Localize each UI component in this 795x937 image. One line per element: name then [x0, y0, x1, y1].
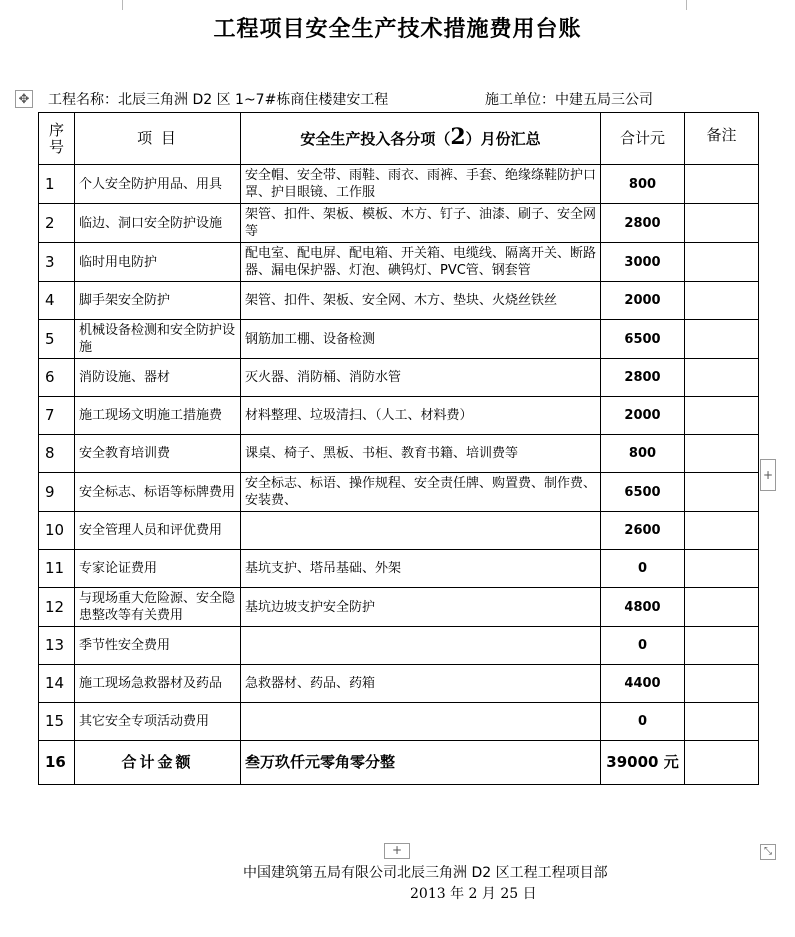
add-row-plus-icon[interactable]: +	[384, 843, 410, 859]
row-amount: 4400	[601, 665, 685, 703]
row-item: 专家论证费用	[75, 550, 241, 588]
row-no: 14	[39, 665, 75, 703]
table-row	[39, 320, 759, 359]
row-amount: 2000	[601, 282, 685, 320]
row-no: 6	[39, 359, 75, 397]
row-remark	[685, 243, 759, 282]
row-remark	[685, 703, 759, 741]
row-item: 安全标志、标语等标牌费用	[75, 473, 241, 512]
page-corner-mark-left	[112, 0, 123, 10]
table-row	[39, 550, 759, 588]
table-row	[39, 627, 759, 665]
table-row	[39, 435, 759, 473]
row-no: 3	[39, 243, 75, 282]
table-move-icon[interactable]: ✥	[15, 90, 33, 108]
row-no: 12	[39, 588, 75, 627]
row-amount: 800	[601, 165, 685, 204]
row-item: 安全教育培训费	[75, 435, 241, 473]
document-title: 工程项目安全生产技术措施费用台账	[213, 16, 582, 42]
footer-organization: 中国建筑第五局有限公司北辰三角洲 D2 区工程工程项目部	[243, 865, 608, 881]
row-no: 2	[39, 204, 75, 243]
row-item: 临时用电防护	[75, 243, 241, 282]
row-no: 9	[39, 473, 75, 512]
header-detail-prefix: 安全生产投入各分项（	[300, 130, 451, 148]
row-no: 8	[39, 435, 75, 473]
project-name: 工程名称：北辰三角洲 D2 区 1~7#栋商住楼建安工程	[48, 92, 389, 108]
row-detail: 架管、扣件、架板、安全网、木方、垫块、火烧丝铁丝	[241, 282, 601, 320]
row-item: 施工现场急救器材及药品	[75, 665, 241, 703]
row-detail: 基坑边坡支护安全防护	[241, 588, 601, 627]
row-no: 11	[39, 550, 75, 588]
total-no: 16	[39, 741, 75, 785]
header-month: 2	[450, 124, 466, 150]
row-item: 临边、洞口安全防护设施	[75, 204, 241, 243]
row-remark	[685, 320, 759, 359]
row-no: 7	[39, 397, 75, 435]
row-detail: 架管、扣件、架板、模板、木方、钉子、油漆、刷子、安全网等	[241, 204, 601, 243]
row-remark	[685, 512, 759, 550]
row-item: 脚手架安全防护	[75, 282, 241, 320]
row-item: 施工现场文明施工措施费	[75, 397, 241, 435]
header-item: 项 目	[75, 113, 241, 165]
row-remark	[685, 435, 759, 473]
row-amount: 3000	[601, 243, 685, 282]
row-amount: 2000	[601, 397, 685, 435]
table-row	[39, 243, 759, 282]
row-remark	[685, 665, 759, 703]
table-row	[39, 473, 759, 512]
row-no: 13	[39, 627, 75, 665]
row-amount: 800	[601, 435, 685, 473]
header-no: 序号	[39, 113, 75, 165]
row-no: 5	[39, 320, 75, 359]
row-remark	[685, 550, 759, 588]
total-remark	[685, 741, 759, 785]
table-row	[39, 165, 759, 204]
row-amount: 0	[601, 703, 685, 741]
row-item: 其它安全专项活动费用	[75, 703, 241, 741]
row-detail: 配电室、配电屏、配电箱、开关箱、电缆线、隔离开关、断路器、漏电保护器、灯泡、碘钨灯、PVC管、钢套管	[241, 243, 601, 282]
total-row	[39, 741, 759, 785]
table-row	[39, 665, 759, 703]
row-no: 15	[39, 703, 75, 741]
row-item: 安全管理人员和评优费用	[75, 512, 241, 550]
table-row	[39, 588, 759, 627]
expense-ledger-table	[38, 112, 759, 785]
row-detail	[241, 627, 601, 665]
header-remark: 备注	[685, 113, 759, 165]
total-amount-words: 叁万玖仟元零角零分整	[241, 741, 601, 785]
table-row	[39, 204, 759, 243]
total-amount: 39000 元	[601, 741, 685, 785]
row-amount: 2800	[601, 359, 685, 397]
row-item: 消防设施、器材	[75, 359, 241, 397]
row-item: 季节性安全费用	[75, 627, 241, 665]
add-column-plus-icon[interactable]: +	[760, 459, 776, 491]
row-amount: 0	[601, 627, 685, 665]
header-detail-suffix: ）月份汇总	[465, 130, 541, 148]
footer-date: 2013 年 2 月 25 日	[410, 886, 537, 902]
row-amount: 4800	[601, 588, 685, 627]
row-item: 个人安全防护用品、用具	[75, 165, 241, 204]
row-remark	[685, 282, 759, 320]
header-detail	[241, 113, 601, 165]
header-total: 合计元	[601, 113, 685, 165]
row-detail	[241, 703, 601, 741]
row-remark	[685, 397, 759, 435]
row-remark	[685, 165, 759, 204]
row-remark	[685, 627, 759, 665]
row-no: 10	[39, 512, 75, 550]
table-row	[39, 397, 759, 435]
table-header-row	[39, 113, 759, 165]
row-remark	[685, 588, 759, 627]
row-detail: 安全帽、安全带、雨鞋、雨衣、雨裤、手套、绝缘绦鞋防护口罩、护目眼镜、工作服	[241, 165, 601, 204]
table-row	[39, 282, 759, 320]
row-amount: 2800	[601, 204, 685, 243]
row-detail: 材料整理、垃圾清扫、（人工、材料费）	[241, 397, 601, 435]
row-no: 1	[39, 165, 75, 204]
row-amount: 2600	[601, 512, 685, 550]
page-corner-mark-right	[686, 0, 697, 10]
row-detail: 钢筋加工棚、设备检测	[241, 320, 601, 359]
row-remark	[685, 359, 759, 397]
contractor-name: 施工单位：中建五局三公司	[485, 92, 653, 108]
row-amount: 6500	[601, 320, 685, 359]
table-row	[39, 359, 759, 397]
row-detail: 灭火器、消防桶、消防水管	[241, 359, 601, 397]
row-remark	[685, 473, 759, 512]
row-detail: 安全标志、标语、操作规程、安全责任牌、购置费、制作费、安装费、	[241, 473, 601, 512]
row-detail	[241, 512, 601, 550]
row-detail: 基坑支护、塔吊基础、外架	[241, 550, 601, 588]
row-item: 与现场重大危险源、安全隐患整改等有关费用	[75, 588, 241, 627]
table-row	[39, 703, 759, 741]
total-label: 合计金额	[75, 741, 241, 785]
row-amount: 6500	[601, 473, 685, 512]
row-detail: 急救器材、药品、药箱	[241, 665, 601, 703]
row-detail: 课桌、椅子、黑板、书柜、教育书籍、培训费等	[241, 435, 601, 473]
row-item: 机械设备检测和安全防护设施	[75, 320, 241, 359]
table-row	[39, 512, 759, 550]
row-remark	[685, 204, 759, 243]
row-no: 4	[39, 282, 75, 320]
table-resize-icon[interactable]: ⤡	[760, 844, 776, 860]
row-amount: 0	[601, 550, 685, 588]
